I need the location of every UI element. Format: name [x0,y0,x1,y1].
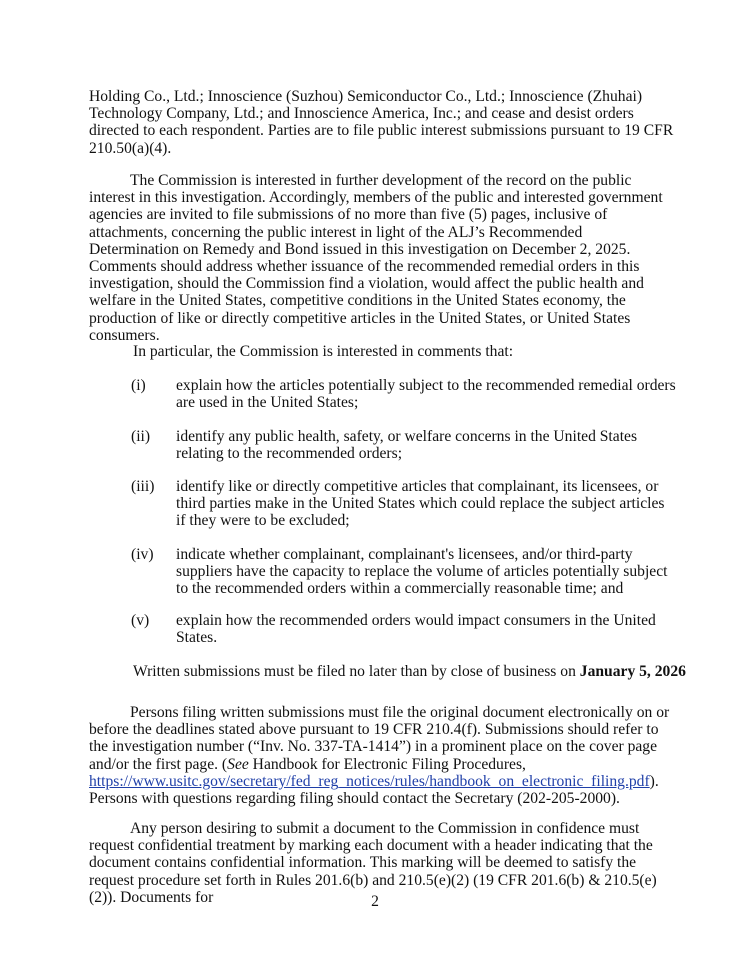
page-number: 2 [371,893,379,910]
list-text: explain how the recommended orders would impact consumers in the United States. [176,612,656,647]
see-italic: See [227,755,249,773]
list-text: identify like or directly competitive articles that complainant, its licensees, or third parties make in the United States which could replace the subject articles if they were to be excluded; [176,478,665,530]
list-number: (iv) [131,546,154,563]
list-text: indicate whether complainant, complainant's licensees, and/or third-party suppliers have the capacity to replace the volume of articles potentially subject to the recommended orders within a commercially reasonable time; and [176,546,668,598]
paragraph-text: Any person desiring to submit a document to the Commission in confidence must request confidential treatment by marking each document with a header indicating that the document contains confidential information. This marking will be deemed to satisfy the request procedure set forth in Rules 201.6(b) and 210.5(e)(2) (19 CFR 201.6(b) & 210.5(e)(2)). Documents for [89,820,657,906]
filing-text-part2: Handbook for Electronic Filing Procedures, [248,755,526,773]
deadline-date: January 5, 2026 [579,663,686,680]
list-number: (v) [131,612,150,629]
deadline-statement [133,663,693,680]
paragraph-text [89,704,674,807]
paragraph-filing [89,704,674,807]
paragraph-continuation [89,88,674,157]
paragraph-text: The Commission is interested in further development of the record on the public interest in this investigation. Accordingly, members of the public and interested government agencies are invited to file submissions of no more than five (5) pages, inclusive of attachments, concerning the public interest in light of the ALJ’s Recommended Determination on Remedy and Bond issued in this investigation on December 2, 2025. Comments should address whether issuance of the recommended remedial orders in this investigation, should the Commission find a violation, would affect the public health and welfare in the United States, competitive conditions in the United States economy, the production of like or directly competitive articles in the United States, or United States consumers. [89,172,663,344]
list-text: identify any public health, safety, or welfare concerns in the United States relating to the recommended orders; [176,428,638,463]
list-number: (iii) [131,478,155,495]
paragraph-commission-interest [89,172,674,344]
list-number: (i) [131,377,146,394]
list-text: explain how the articles potentially subject to the recommended remedial orders are used in the United States; [176,377,676,412]
handbook-link[interactable]: https://www.usitc.gov/secretary/fed_reg_notices/rules/handbook_on_electronic_filing.pdf [89,772,650,790]
paragraph-text: In particular, the Commission is interested in comments that: [133,343,514,360]
deadline-text: Written submissions must be filed no later than by close of business on [133,663,580,680]
filing-text-part3: ). Persons with questions regarding filing should contact the Secretary (202-205-2000). [89,772,659,808]
paragraph-in-particular [133,343,678,360]
paragraph-text: Holding Co., Ltd.; Innoscience (Suzhou) Semiconductor Co., Ltd.; Innoscience (Zhuhai) Technology Company, Ltd.; and Innoscience America, Inc.; and cease and desist orders directed to each respondent. Parties are to file public interest submissions pursuant to 19 CFR 210.50(a)(4). [89,88,674,157]
list-number: (ii) [131,428,151,445]
filing-text-part1: Persons filing written submissions must file the original document electronically on or before the deadlines stated above pursuant to 19 CFR 210.4(f). Submissions should refer to the investigation number (“Inv. No. 337-TA-1414”) in a prominent place on the cover page and/or the first page. ( [89,704,670,773]
